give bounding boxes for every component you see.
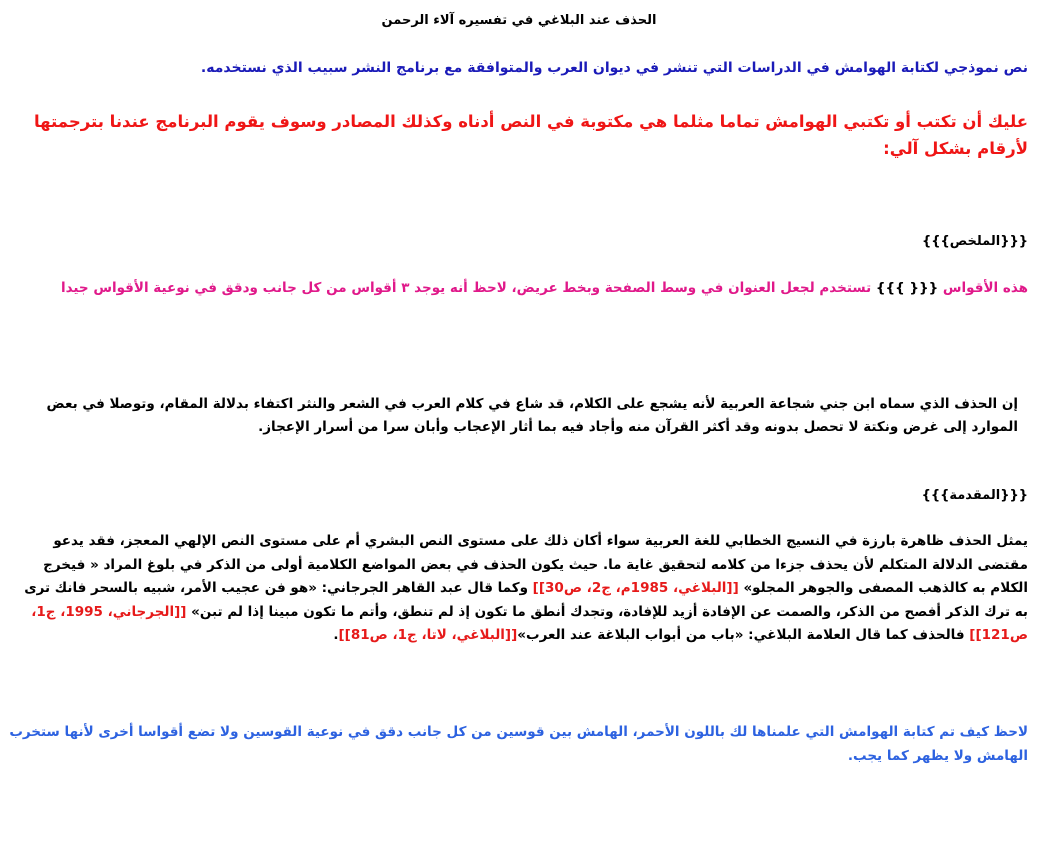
document-title: الحذف عند البلاغي في تفسيره آلاء الرحمن — [381, 13, 657, 28]
body-text-3: فالحذف كما قال العلامة البلاغي: «باب من أبواب البلاغة عند العرب» — [517, 627, 970, 643]
brackets-note-part1: هذه الأقواس — [938, 280, 1028, 296]
footnote-note: لاحظ كيف تم كتابة الهوامش التي علمناها لك باللون الأحمر، الهامش بين قوسين من كل جانب دقق في نوعية القوسين ولا تضع أقواسا أخرى لأنها ستخرب الهامش ولا يظهر كما يجب. — [9, 724, 1028, 764]
abstract-paragraph: إن الحذف الذي سماه ابن جني شجاعة العربية لأنه يشجع على الكلام، قد شاع في كلام العرب في الشعر والنثر اكتفاء بدلالة المقام، وتوصلا في بعض الموارد إلى غرض ونكتة لا تحصل بدونه وقد أكثر القرآن منه وأجاد فيه بما أثار الإعجاب وأبان سرا من أسرار الإعجاز. — [46, 396, 1018, 435]
introduction-tag: {{{المقدمة}}} — [921, 488, 1028, 503]
brackets-note — [8, 276, 1028, 300]
body-text-2: وكما قال عبد القاهر الجرجاني: «هو فن عجيب الأمر، شبيه بالسحر فانك ترى به ترك الذكر أفصح من الذكر، والصمت عن الإفادة أزيد للإفادة، وتجدك أنطق ما تكون إذ لم تنطق، وأتم ما تكون مبينا إذا لم تبن» — [24, 580, 1028, 620]
warning-paragraph: عليك أن تكتب أو تكتبي الهوامش تماما مثلما هي مكتوبة في النص أدناه وكذلك المصادر وسوف يقوم البرنامج عندنا بترجمتها لأرقام بشكل آلي: — [33, 112, 1028, 158]
body-text-1: يمثل الحذف ظاهرة بارزة في النسيج الخطابي للغة العربية سواء أكان ذلك على مستوى النص البشري أم على مستوى النص الإلهي المعجز، فقد يدعو مقتضى الدلالة المتكلم لأن يحذف جزءا من كلامه لتحقيق غاية ما. حيث يكون الحذف في بعض المواضع الكلامية أولى من الذكر في بلوغ المراد « فيخرج الكلام به كالذهب المصفى والجوهر المجلو» — [43, 533, 1028, 596]
intro-paragraph: نص نموذجي لكتابة الهوامش في الدراسات التي تنشر في ديوان العرب والمتوافقة مع برنامج النشر سبيب الذي نستخدمه. — [200, 60, 1028, 76]
footnote-citation: [[البلاغي، 1985م، ج2، ص30]] — [532, 580, 739, 596]
footnote-citation: [[البلاغي، لاتا، ج1، ص81]] — [338, 627, 518, 643]
brackets-example: {{{ }}} — [875, 280, 939, 296]
body-text-4: . — [333, 627, 339, 643]
brackets-note-part2: تستخدم لجعل العنوان في وسط الصفحة وبخط عريض، لاحظ أنه يوجد ٣ أقواس من كل جانب ودقق في نوعية الأقواس جيدا — [60, 280, 876, 296]
summary-tag: {{{الملخص}}} — [922, 234, 1028, 249]
body-paragraph — [8, 530, 1028, 648]
footnote-citation: [[الجرجاني، 1995، ج1، ص121]] — [31, 603, 1028, 643]
